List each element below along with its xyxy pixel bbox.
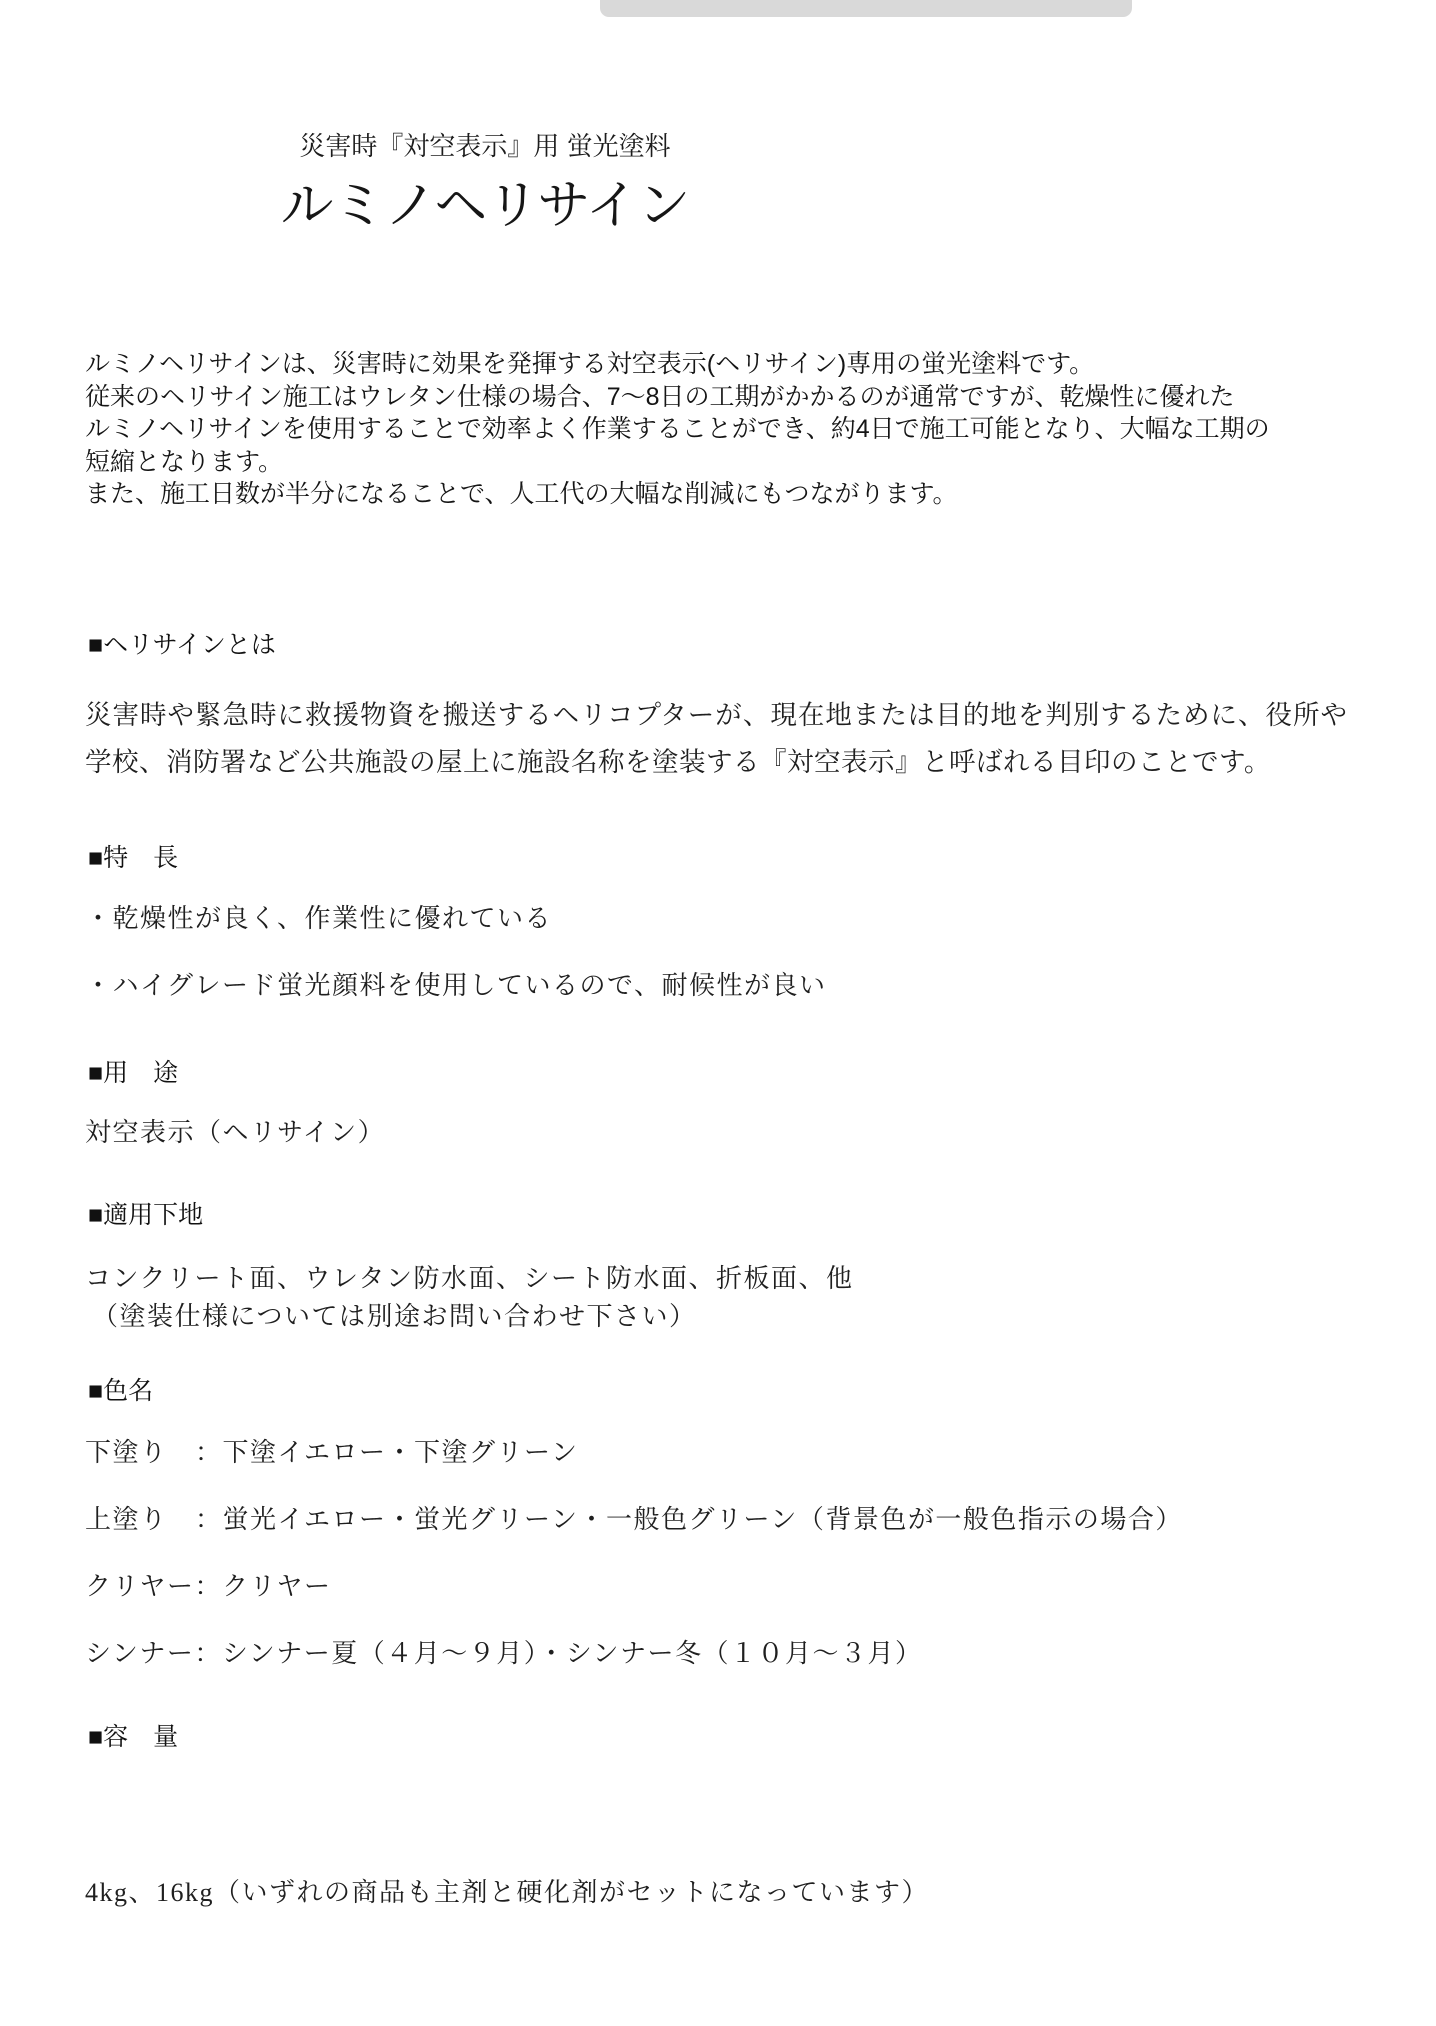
color-row-topcoat: 上塗り ：蛍光イエロー・蛍光グリーン・一般色グリーン（背景色が一般色指示の場合）	[85, 1505, 1183, 1534]
color-row-thinner: シンナー：シンナー夏（４月～９月）・シンナー冬（１０月～３月）	[85, 1639, 923, 1668]
intro-line: ルミノヘリサインを使用することで効率よく作業することができ、約4日で施工可能となり、大幅な工期の	[85, 415, 1270, 443]
helisign-description-line: 災害時や緊急時に救援物資を搬送するヘリコプターが、現在地または目的地を判別するために、役所や	[85, 700, 1347, 730]
section-heading-helisign: ■ヘリサインとは	[88, 631, 276, 659]
section-heading-substrate: ■適用下地	[88, 1201, 204, 1229]
feature-bullet: ・乾燥性が良く、作業性に優れている	[85, 904, 552, 933]
product-title: ルミノヘリサイン	[280, 176, 690, 235]
usage-body: 対空表示（ヘリサイン）	[85, 1118, 386, 1147]
section-heading-features: ■特 長	[88, 844, 179, 872]
color-row-clear: クリヤー：クリヤー	[85, 1572, 332, 1601]
intro-line: 従来のヘリサイン施工はウレタン仕様の場合、7～8日の工期がかかるのが通常ですが、乾燥性に優れた	[85, 382, 1235, 411]
helisign-description	[85, 692, 1347, 786]
substrate-note: （塗装仕様については別途お問い合わせ下さい）	[92, 1302, 697, 1331]
section-heading-usage: ■用 途	[88, 1059, 179, 1087]
volume-body: 4kg、16kg（いずれの商品も主剤と硬化剤がセットになっています）	[85, 1878, 930, 1907]
feature-bullet: ・ハイグレード蛍光顔料を使用しているので、耐候性が良い	[85, 971, 827, 1000]
document-subtitle: 災害時『対空表示』用 蛍光塗料	[299, 131, 671, 161]
intro-paragraph	[85, 348, 1385, 511]
section-heading-colors: ■色名	[88, 1377, 154, 1405]
color-row-undercoat: 下塗り ：下塗イエロー・下塗グリーン	[85, 1438, 579, 1467]
section-heading-volume: ■容 量	[88, 1723, 179, 1751]
top-scrollbar-thumb[interactable]	[600, 0, 1132, 17]
substrate-line: コンクリート面、ウレタン防水面、シート防水面、折板面、他	[85, 1264, 854, 1293]
intro-line: 短縮となります。	[85, 447, 284, 476]
intro-line: ルミノヘリサインは、災害時に効果を発揮する対空表示(ヘリサイン)専用の蛍光塗料です。	[85, 350, 1095, 378]
intro-line: また、施工日数が半分になることで、人工代の大幅な削減にもつながります。	[85, 480, 958, 508]
helisign-description-line: 学校、消防署など公共施設の屋上に施設名称を塗装する『対空表示』と呼ばれる目印のことです。	[85, 747, 1271, 777]
